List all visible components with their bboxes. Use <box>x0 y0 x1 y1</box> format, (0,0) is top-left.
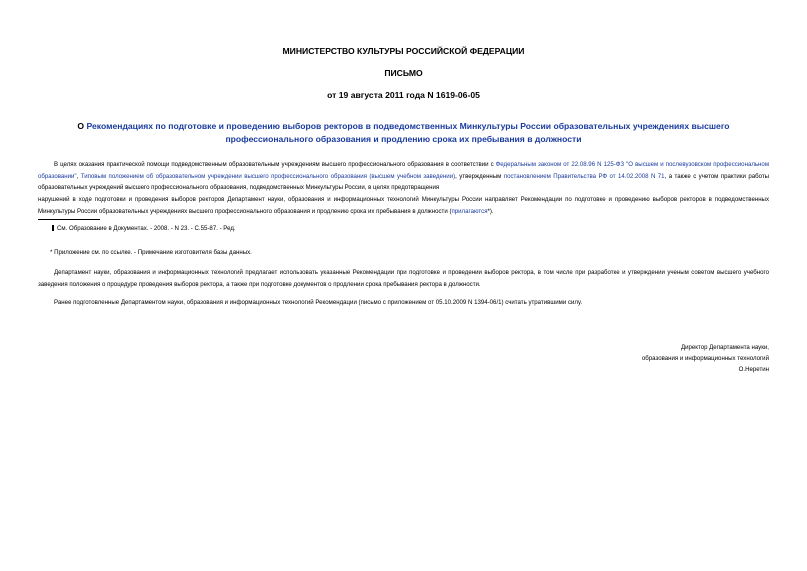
government-decree-link[interactable]: постановлением Правительства РФ от 14.02.2008 N 71 <box>503 172 665 180</box>
document-date-number: от 19 августа 2011 года N 1619-06-05 <box>327 90 480 100</box>
p1-text-b: , <box>76 172 81 180</box>
subject-prefix: О <box>77 121 87 131</box>
signature-title-line-2: образования и информационных технологий <box>641 354 769 362</box>
paragraph-2: Департамент науки, образования и информационных технологий предлагает использовать указанные Рекомендации при подготовке и проведении выборов ректора, в том числе при разработке и утверждении ученым советом высшего учебного заведения положения о процедуре проведения выборов ректора, а также при подготовке документов о продлении срока пребывания ректора в должности. <box>38 269 769 288</box>
p1-text-d: , а также с учетом практики работы образовательных учреждений высшего профессионального образования, подведомственных Минкультуры России, в целях предотвращения <box>38 172 770 192</box>
p1-text-f: *). <box>487 207 494 215</box>
paragraph-1 <box>38 159 769 194</box>
footnote-marker-icon <box>52 225 54 231</box>
p1-text-a: В целях оказания практической помощи подведомственным образовательным учреждениям высшего профессионального образования в соответствии с <box>54 161 496 168</box>
paragraph-3: Ранее подготовленные Департаментом науки, образования и информационных технологий Рекомендации (письмо с приложением от 05.10.2009 N 1394-06/1) считать утратившими силу. <box>54 299 583 306</box>
attachments-link[interactable]: прилагаются <box>451 207 488 215</box>
subject-title-link[interactable]: Рекомендациях по подготовке и проведению выборов ректоров в подведомственных Минкультуры России образовательных учреждениях высшего профессионального образования и продлению срока их пребывания в должности <box>86 121 730 144</box>
federal-law-link[interactable]: Федеральным законом от 22.08.96 N 125-ФЗ "О высшем и послевузовском профессиональном образовании" <box>38 161 770 180</box>
signature-block <box>642 343 769 375</box>
footnote-1-text: См. Образование в Документах. - 2008. - N 23. - С.55-87. - Ред. <box>57 225 236 232</box>
p1-text-e: нарушений в ходе подготовки и проведения выборов ректоров Департамент науки, образования и информационных технологий Минкультуры России направляет Рекомендации по подготовке и проведению выборов ректоров в подведомственных Минкультуры России образовательных учреждениях высшего профессионального образования и продлению срока их пребывания в должности ( <box>38 196 769 215</box>
footnote-divider <box>38 219 100 220</box>
p1-text-c: , утвержденным <box>455 172 504 180</box>
model-regulation-link[interactable]: Типовым положением об образовательном учреждении высшего профессионального образования (высшем учебном заведении) <box>80 172 456 180</box>
signature-title-line-1: Директор Департамента науки, <box>680 344 769 351</box>
footnote-1 <box>52 224 236 234</box>
document-type-heading: ПИСЬМО <box>384 68 423 78</box>
document-subject <box>60 120 747 145</box>
paragraph-1-continued <box>38 194 769 217</box>
footnote-2: * Приложение см. по ссылке. - Примечание изготовителя базы данных. <box>50 249 252 256</box>
ministry-heading: МИНИСТЕРСТВО КУЛЬТУРЫ РОССИЙСКОЙ ФЕДЕРАЦИИ <box>282 46 525 56</box>
signature-name: О.Неретин <box>738 365 769 373</box>
